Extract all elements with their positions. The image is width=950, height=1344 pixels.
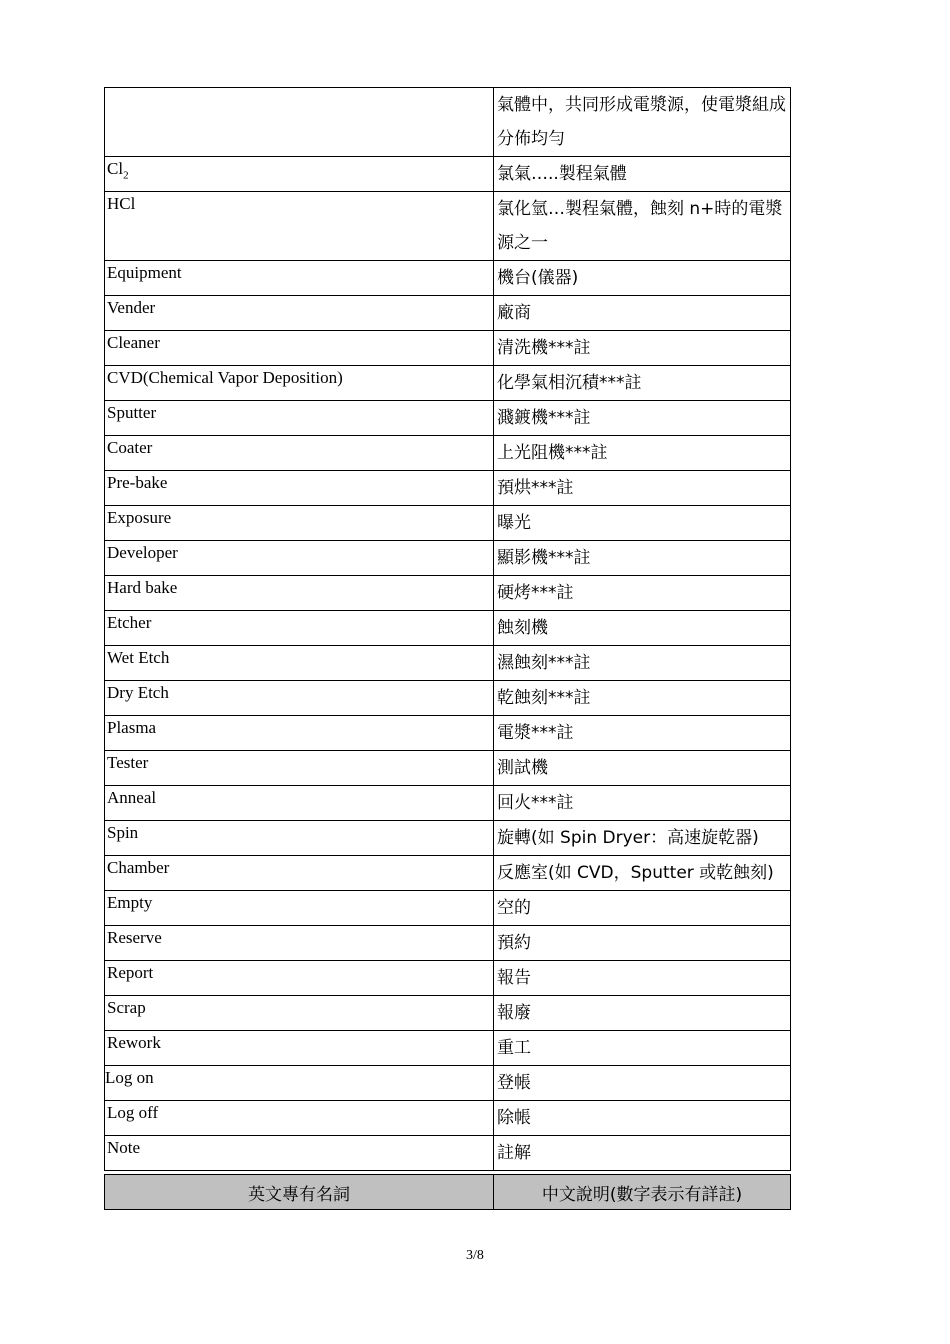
term-en: Note <box>105 1136 494 1171</box>
term-en: Log on <box>105 1066 494 1101</box>
glossary-table <box>104 87 791 1171</box>
table-row <box>105 891 791 926</box>
term-en: Chamber <box>105 856 494 891</box>
term-en: Exposure <box>105 506 494 541</box>
term-zh: 回火***註 <box>494 786 791 821</box>
table-row <box>105 1031 791 1066</box>
table-row <box>105 961 791 996</box>
term-zh: 預烘***註 <box>494 471 791 506</box>
header-chinese-description: 中文說明(數字表示有詳註) <box>494 1175 791 1210</box>
table-row <box>105 681 791 716</box>
term-en: Etcher <box>105 611 494 646</box>
term-en: Empty <box>105 891 494 926</box>
table-row <box>105 926 791 961</box>
table-row <box>105 296 791 331</box>
table-row <box>105 366 791 401</box>
term-en: Sputter <box>105 401 494 436</box>
term-en: Equipment <box>105 261 494 296</box>
term-en: Developer <box>105 541 494 576</box>
term-en <box>105 157 494 192</box>
term-zh: 化學氣相沉積***註 <box>494 366 791 401</box>
term-zh: 重工 <box>494 1031 791 1066</box>
table-row <box>105 88 791 157</box>
table-row <box>105 646 791 681</box>
term-zh: 電漿***註 <box>494 716 791 751</box>
term-en: HCl <box>105 192 494 261</box>
term-en: Spin <box>105 821 494 856</box>
column-header-table <box>104 1174 791 1210</box>
table-row <box>105 751 791 786</box>
header-row <box>105 1175 791 1210</box>
term-en <box>105 88 494 157</box>
term-zh: 硬烤***註 <box>494 576 791 611</box>
term-zh: 報告 <box>494 961 791 996</box>
term-zh: 清洗機***註 <box>494 331 791 366</box>
term-en: Wet Etch <box>105 646 494 681</box>
table-row <box>105 331 791 366</box>
header-english-terms: 英文專有名詞 <box>105 1175 494 1210</box>
term-en: Coater <box>105 436 494 471</box>
term-zh: 氣體中，共同形成電漿源，使電漿組成分佈均勻 <box>494 88 791 157</box>
term-en: Cleaner <box>105 331 494 366</box>
table-row <box>105 506 791 541</box>
term-zh: 廠商 <box>494 296 791 331</box>
table-row <box>105 821 791 856</box>
term-en: Hard bake <box>105 576 494 611</box>
term-zh: 乾蝕刻***註 <box>494 681 791 716</box>
term-zh: 氯氣…..製程氣體 <box>494 157 791 192</box>
table-row <box>105 856 791 891</box>
term-en: Rework <box>105 1031 494 1066</box>
table-row <box>105 576 791 611</box>
term-zh: 測試機 <box>494 751 791 786</box>
subscript: 2 <box>123 169 129 182</box>
table-row <box>105 716 791 751</box>
term-zh: 除帳 <box>494 1101 791 1136</box>
term-zh: 上光阻機***註 <box>494 436 791 471</box>
term-zh: 氯化氫…製程氣體，蝕刻 n+時的電漿源之一 <box>494 192 791 261</box>
term-zh: 預約 <box>494 926 791 961</box>
term-en: Vender <box>105 296 494 331</box>
term-en: Pre-bake <box>105 471 494 506</box>
table-row <box>105 261 791 296</box>
page-number: 3/8 <box>466 1248 484 1263</box>
table-row <box>105 996 791 1031</box>
term-en: Log off <box>105 1101 494 1136</box>
term-en: Anneal <box>105 786 494 821</box>
table-row <box>105 1136 791 1171</box>
term-en: Tester <box>105 751 494 786</box>
term-zh: 濕蝕刻***註 <box>494 646 791 681</box>
term-en: CVD(Chemical Vapor Deposition) <box>105 366 494 401</box>
table-row <box>105 157 791 192</box>
term-zh: 空的 <box>494 891 791 926</box>
table-row <box>105 401 791 436</box>
term-en: Dry Etch <box>105 681 494 716</box>
term-en: Report <box>105 961 494 996</box>
term-zh: 曝光 <box>494 506 791 541</box>
term-en: Plasma <box>105 716 494 751</box>
term-en-text: Cl <box>107 159 124 178</box>
term-zh: 顯影機***註 <box>494 541 791 576</box>
term-zh: 登帳 <box>494 1066 791 1101</box>
term-zh: 註解 <box>494 1136 791 1171</box>
term-zh: 旋轉(如 Spin Dryer：高速旋乾器) <box>494 821 791 856</box>
term-en: Scrap <box>105 996 494 1031</box>
table-row <box>105 541 791 576</box>
term-zh: 報廢 <box>494 996 791 1031</box>
term-en: Reserve <box>105 926 494 961</box>
table-row <box>105 436 791 471</box>
table-row <box>105 192 791 261</box>
term-zh: 機台(儀器) <box>494 261 791 296</box>
term-zh: 反應室(如 CVD，Sputter 或乾蝕刻) <box>494 856 791 891</box>
table-row <box>105 786 791 821</box>
table-row <box>105 1066 791 1101</box>
term-zh: 濺鍍機***註 <box>494 401 791 436</box>
table-row <box>105 471 791 506</box>
term-zh: 蝕刻機 <box>494 611 791 646</box>
table-row <box>105 611 791 646</box>
table-row <box>105 1101 791 1136</box>
